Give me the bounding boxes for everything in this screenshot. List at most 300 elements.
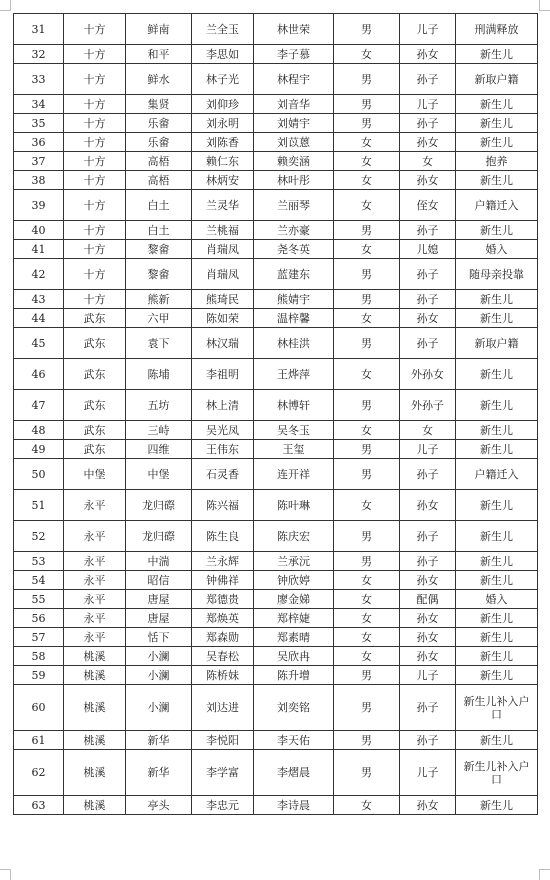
cell-householder: 兰全玉: [192, 14, 254, 45]
cell-village: 乐畲: [126, 114, 192, 133]
cell-reason: 新生儿: [456, 390, 538, 421]
cell-householder: 李学富: [192, 750, 254, 796]
cell-no: 49: [14, 440, 64, 459]
cell-householder: 郑德贵: [192, 590, 254, 609]
cell-name: 林叶彤: [254, 171, 334, 190]
cell-reason: 新生儿: [456, 490, 538, 521]
cell-reason: 新生儿: [456, 133, 538, 152]
cell-town: 十方: [64, 240, 126, 259]
cell-no: 56: [14, 609, 64, 628]
cell-gender: 男: [334, 328, 400, 359]
cell-village: 白土: [126, 221, 192, 240]
cell-no: 59: [14, 666, 64, 685]
cell-name: 熊婧宇: [254, 290, 334, 309]
cell-gender: 女: [334, 133, 400, 152]
cell-reason: 刑满释放: [456, 14, 538, 45]
cell-name: 兰亦豪: [254, 221, 334, 240]
cell-town: 十方: [64, 152, 126, 171]
cell-householder: 兰永辉: [192, 552, 254, 571]
cell-name: 尧冬英: [254, 240, 334, 259]
cell-village: 六甲: [126, 309, 192, 328]
cell-relation: 外孙女: [400, 359, 456, 390]
cell-relation: 孙女: [400, 490, 456, 521]
cell-town: 永平: [64, 521, 126, 552]
table-row: [14, 114, 538, 133]
table-row: [14, 490, 538, 521]
cell-relation: 孙女: [400, 45, 456, 64]
cell-name: 李熠晨: [254, 750, 334, 796]
cell-gender: 男: [334, 750, 400, 796]
cell-reason: 新取户籍: [456, 64, 538, 95]
cell-town: 永平: [64, 571, 126, 590]
cell-relation: 女: [400, 421, 456, 440]
cell-reason: 新生儿: [456, 571, 538, 590]
cell-reason: 新生儿: [456, 731, 538, 750]
table-row: [14, 309, 538, 328]
cell-name: 郑素晴: [254, 628, 334, 647]
cell-name: 温梓馨: [254, 309, 334, 328]
table-row: [14, 731, 538, 750]
cell-name: 李诗晨: [254, 796, 334, 815]
cell-gender: 女: [334, 590, 400, 609]
cell-reason: 新生儿: [456, 647, 538, 666]
cell-no: 35: [14, 114, 64, 133]
table-row: [14, 440, 538, 459]
cell-no: 37: [14, 152, 64, 171]
cell-gender: 女: [334, 171, 400, 190]
table-row: [14, 685, 538, 731]
cell-name: 刘奕铭: [254, 685, 334, 731]
cell-village: 新华: [126, 731, 192, 750]
cell-householder: 吴光凤: [192, 421, 254, 440]
cell-village: 乐畲: [126, 133, 192, 152]
table-row: [14, 590, 538, 609]
cell-relation: 孙子: [400, 685, 456, 731]
cell-village: 昭信: [126, 571, 192, 590]
cell-no: 63: [14, 796, 64, 815]
cell-relation: 配偶: [400, 590, 456, 609]
cell-name: 刘音华: [254, 95, 334, 114]
table-row: [14, 190, 538, 221]
cell-gender: 女: [334, 152, 400, 171]
cell-village: 五坊: [126, 390, 192, 421]
cell-no: 31: [14, 14, 64, 45]
cell-village: 小澜: [126, 647, 192, 666]
cell-village: 袁下: [126, 328, 192, 359]
cell-town: 武东: [64, 421, 126, 440]
cell-town: 武东: [64, 359, 126, 390]
table-row: [14, 571, 538, 590]
cell-reason: 户籍迁入: [456, 459, 538, 490]
cell-gender: 女: [334, 628, 400, 647]
cell-gender: 男: [334, 390, 400, 421]
cell-town: 永平: [64, 628, 126, 647]
cell-householder: 李思如: [192, 45, 254, 64]
cell-town: 十方: [64, 290, 126, 309]
cell-village: 唐屋: [126, 590, 192, 609]
cell-village: 新华: [126, 750, 192, 796]
cell-town: 永平: [64, 490, 126, 521]
cell-name: 林桂洪: [254, 328, 334, 359]
cell-village: 唐屋: [126, 609, 192, 628]
cell-relation: 孙子: [400, 221, 456, 240]
cell-name: 廖金娣: [254, 590, 334, 609]
cell-relation: 孙女: [400, 309, 456, 328]
cell-relation: 儿子: [400, 750, 456, 796]
cell-gender: 女: [334, 359, 400, 390]
cell-town: 十方: [64, 190, 126, 221]
cell-name: 吴冬玉: [254, 421, 334, 440]
cell-householder: 王伟东: [192, 440, 254, 459]
cell-relation: 儿子: [400, 440, 456, 459]
table-body: [14, 14, 538, 815]
cell-town: 桃溪: [64, 666, 126, 685]
cell-no: 43: [14, 290, 64, 309]
cell-town: 十方: [64, 64, 126, 95]
cell-householder: 李忠元: [192, 796, 254, 815]
cell-reason: 新生儿补入户口: [456, 750, 538, 796]
cell-relation: 女: [400, 152, 456, 171]
cell-no: 34: [14, 95, 64, 114]
cell-reason: 随母亲投靠: [456, 259, 538, 290]
cell-name: 兰承沅: [254, 552, 334, 571]
table-row: [14, 552, 538, 571]
table-row: [14, 647, 538, 666]
cell-gender: 男: [334, 440, 400, 459]
cell-town: 武东: [64, 390, 126, 421]
cell-village: 黎畲: [126, 259, 192, 290]
cell-village: 小澜: [126, 666, 192, 685]
cell-name: 林程宇: [254, 64, 334, 95]
cell-town: 永平: [64, 552, 126, 571]
cell-town: 十方: [64, 259, 126, 290]
table-row: [14, 171, 538, 190]
cell-village: 鲜水: [126, 64, 192, 95]
cell-relation: 孙女: [400, 796, 456, 815]
cell-householder: 林上清: [192, 390, 254, 421]
cell-village: 和平: [126, 45, 192, 64]
table-row: [14, 750, 538, 796]
cell-gender: 男: [334, 259, 400, 290]
cell-no: 54: [14, 571, 64, 590]
table-row: [14, 521, 538, 552]
cell-name: 陈升增: [254, 666, 334, 685]
table-row: [14, 133, 538, 152]
cell-householder: 陈如荣: [192, 309, 254, 328]
cell-gender: 男: [334, 666, 400, 685]
table-row: [14, 628, 538, 647]
cell-reason: 新生儿: [456, 609, 538, 628]
cell-householder: 陈生良: [192, 521, 254, 552]
cell-relation: 侄女: [400, 190, 456, 221]
cell-no: 36: [14, 133, 64, 152]
cell-no: 48: [14, 421, 64, 440]
cell-village: 高梧: [126, 152, 192, 171]
cell-town: 武东: [64, 328, 126, 359]
table-row: [14, 240, 538, 259]
cell-no: 42: [14, 259, 64, 290]
cell-reason: 婚入: [456, 240, 538, 259]
cell-householder: 郑焕英: [192, 609, 254, 628]
cell-town: 十方: [64, 114, 126, 133]
cell-village: 陈埔: [126, 359, 192, 390]
table-row: [14, 221, 538, 240]
cell-householder: 林炳安: [192, 171, 254, 190]
cell-village: 熊新: [126, 290, 192, 309]
cell-village: 黎畲: [126, 240, 192, 259]
cell-no: 44: [14, 309, 64, 328]
cell-name: 刘苡蒽: [254, 133, 334, 152]
cell-relation: 儿子: [400, 95, 456, 114]
cell-name: 王玺: [254, 440, 334, 459]
cell-householder: 李悦阳: [192, 731, 254, 750]
table-row: [14, 666, 538, 685]
cell-relation: 孙女: [400, 647, 456, 666]
cell-gender: 女: [334, 309, 400, 328]
cell-name: 兰丽琴: [254, 190, 334, 221]
cell-householder: 兰桃福: [192, 221, 254, 240]
table-row: [14, 421, 538, 440]
page-corner-mark: [539, 869, 550, 880]
cell-gender: 男: [334, 64, 400, 95]
cell-town: 桃溪: [64, 647, 126, 666]
cell-householder: 刘永明: [192, 114, 254, 133]
cell-gender: 女: [334, 796, 400, 815]
cell-village: 亭头: [126, 796, 192, 815]
cell-no: 62: [14, 750, 64, 796]
cell-name: 吴欣冉: [254, 647, 334, 666]
cell-name: 陈叶琳: [254, 490, 334, 521]
cell-reason: 户籍迁入: [456, 190, 538, 221]
cell-town: 十方: [64, 45, 126, 64]
cell-no: 57: [14, 628, 64, 647]
cell-reason: 新生儿: [456, 359, 538, 390]
cell-town: 十方: [64, 171, 126, 190]
cell-reason: 新生儿: [456, 796, 538, 815]
cell-relation: 儿子: [400, 14, 456, 45]
cell-relation: 孙女: [400, 133, 456, 152]
cell-householder: 林汉瑞: [192, 328, 254, 359]
cell-gender: 男: [334, 731, 400, 750]
cell-village: 龙归磜: [126, 521, 192, 552]
cell-householder: 石灵香: [192, 459, 254, 490]
cell-name: 林世荣: [254, 14, 334, 45]
cell-no: 61: [14, 731, 64, 750]
cell-village: 集贤: [126, 95, 192, 114]
page-corner-mark: [0, 869, 11, 880]
cell-reason: 新生儿: [456, 171, 538, 190]
cell-name: 陈庆宏: [254, 521, 334, 552]
cell-reason: 新生儿补入户口: [456, 685, 538, 731]
page-corner-mark: [539, 0, 550, 11]
cell-reason: 新生儿: [456, 440, 538, 459]
table-row: [14, 152, 538, 171]
table-row: [14, 14, 538, 45]
cell-name: 王烨萍: [254, 359, 334, 390]
cell-village: 鲜南: [126, 14, 192, 45]
cell-householder: 李祖明: [192, 359, 254, 390]
cell-town: 中堡: [64, 459, 126, 490]
cell-householder: 兰灵华: [192, 190, 254, 221]
cell-town: 十方: [64, 14, 126, 45]
cell-town: 十方: [64, 221, 126, 240]
cell-gender: 男: [334, 14, 400, 45]
cell-gender: 女: [334, 45, 400, 64]
cell-town: 永平: [64, 609, 126, 628]
cell-no: 38: [14, 171, 64, 190]
cell-gender: 男: [334, 221, 400, 240]
cell-gender: 女: [334, 647, 400, 666]
cell-no: 45: [14, 328, 64, 359]
cell-householder: 吴春松: [192, 647, 254, 666]
cell-village: 四维: [126, 440, 192, 459]
cell-gender: 女: [334, 490, 400, 521]
cell-relation: 孙子: [400, 290, 456, 309]
table-row: [14, 290, 538, 309]
cell-village: 龙归磜: [126, 490, 192, 521]
cell-reason: 婚入: [456, 590, 538, 609]
cell-village: 中湍: [126, 552, 192, 571]
table-row: [14, 64, 538, 95]
cell-relation: 孙子: [400, 328, 456, 359]
table-row: [14, 796, 538, 815]
cell-gender: 男: [334, 685, 400, 731]
cell-no: 58: [14, 647, 64, 666]
cell-reason: 新生儿: [456, 309, 538, 328]
cell-relation: 孙子: [400, 731, 456, 750]
cell-name: 赖奕涵: [254, 152, 334, 171]
cell-householder: 刘达进: [192, 685, 254, 731]
cell-householder: 钟佛祥: [192, 571, 254, 590]
cell-no: 55: [14, 590, 64, 609]
cell-no: 47: [14, 390, 64, 421]
cell-no: 32: [14, 45, 64, 64]
cell-gender: 女: [334, 421, 400, 440]
cell-relation: 孙女: [400, 628, 456, 647]
cell-town: 十方: [64, 133, 126, 152]
cell-relation: 孙女: [400, 571, 456, 590]
cell-town: 桃溪: [64, 796, 126, 815]
cell-gender: 男: [334, 114, 400, 133]
table-row: [14, 359, 538, 390]
cell-reason: 新生儿: [456, 45, 538, 64]
cell-no: 33: [14, 64, 64, 95]
cell-no: 52: [14, 521, 64, 552]
cell-no: 40: [14, 221, 64, 240]
cell-relation: 外孙子: [400, 390, 456, 421]
table-row: [14, 45, 538, 64]
cell-householder: 刘陈香: [192, 133, 254, 152]
cell-town: 永平: [64, 590, 126, 609]
cell-gender: 女: [334, 190, 400, 221]
cell-gender: 女: [334, 571, 400, 590]
cell-relation: 孙子: [400, 521, 456, 552]
cell-town: 桃溪: [64, 731, 126, 750]
cell-householder: 陈兴福: [192, 490, 254, 521]
cell-gender: 女: [334, 240, 400, 259]
cell-relation: 孙子: [400, 552, 456, 571]
cell-town: 十方: [64, 95, 126, 114]
cell-reason: 新生儿: [456, 114, 538, 133]
cell-town: 武东: [64, 309, 126, 328]
cell-householder: 熊琦民: [192, 290, 254, 309]
cell-name: 林博轩: [254, 390, 334, 421]
cell-reason: 新生儿: [456, 521, 538, 552]
table-row: [14, 95, 538, 114]
page-corner-mark: [0, 0, 11, 11]
cell-reason: 新生儿: [456, 552, 538, 571]
cell-no: 41: [14, 240, 64, 259]
cell-no: 46: [14, 359, 64, 390]
cell-village: 高梧: [126, 171, 192, 190]
cell-householder: 肖瑞凤: [192, 259, 254, 290]
cell-no: 53: [14, 552, 64, 571]
cell-gender: 女: [334, 609, 400, 628]
cell-gender: 男: [334, 552, 400, 571]
cell-no: 60: [14, 685, 64, 731]
cell-reason: 抱养: [456, 152, 538, 171]
cell-gender: 男: [334, 290, 400, 309]
cell-village: 三峙: [126, 421, 192, 440]
cell-village: 中堡: [126, 459, 192, 490]
cell-name: 钟欣婷: [254, 571, 334, 590]
cell-gender: 男: [334, 521, 400, 552]
table-row: [14, 390, 538, 421]
cell-name: 郑梓婕: [254, 609, 334, 628]
cell-relation: 孙子: [400, 114, 456, 133]
cell-no: 39: [14, 190, 64, 221]
cell-relation: 孙女: [400, 609, 456, 628]
table-row: [14, 459, 538, 490]
cell-householder: 陈桥妹: [192, 666, 254, 685]
cell-town: 武东: [64, 440, 126, 459]
table-row: [14, 259, 538, 290]
cell-village: 小澜: [126, 685, 192, 731]
cell-name: 李天佑: [254, 731, 334, 750]
cell-householder: 林子光: [192, 64, 254, 95]
cell-gender: 男: [334, 95, 400, 114]
cell-relation: 儿子: [400, 666, 456, 685]
cell-householder: 刘仰珍: [192, 95, 254, 114]
cell-reason: 新生儿: [456, 290, 538, 309]
cell-householder: 肖瑞凤: [192, 240, 254, 259]
cell-reason: 新生儿: [456, 421, 538, 440]
cell-town: 桃溪: [64, 685, 126, 731]
table-row: [14, 328, 538, 359]
cell-gender: 男: [334, 459, 400, 490]
cell-relation: 孙子: [400, 259, 456, 290]
cell-reason: 新取户籍: [456, 328, 538, 359]
cell-reason: 新生儿: [456, 95, 538, 114]
cell-name: 蓝建东: [254, 259, 334, 290]
cell-village: 恬下: [126, 628, 192, 647]
cell-householder: 赖仁东: [192, 152, 254, 171]
cell-relation: 孙女: [400, 171, 456, 190]
cell-name: 李子慕: [254, 45, 334, 64]
cell-reason: 新生儿: [456, 666, 538, 685]
cell-reason: 新生儿: [456, 221, 538, 240]
cell-no: 50: [14, 459, 64, 490]
cell-relation: 孙子: [400, 64, 456, 95]
cell-relation: 孙子: [400, 459, 456, 490]
table-row: [14, 609, 538, 628]
cell-relation: 儿媳: [400, 240, 456, 259]
cell-householder: 郑森勋: [192, 628, 254, 647]
household-register-table: [13, 13, 538, 815]
cell-reason: 新生儿: [456, 628, 538, 647]
cell-name: 刘婧宇: [254, 114, 334, 133]
cell-no: 51: [14, 490, 64, 521]
